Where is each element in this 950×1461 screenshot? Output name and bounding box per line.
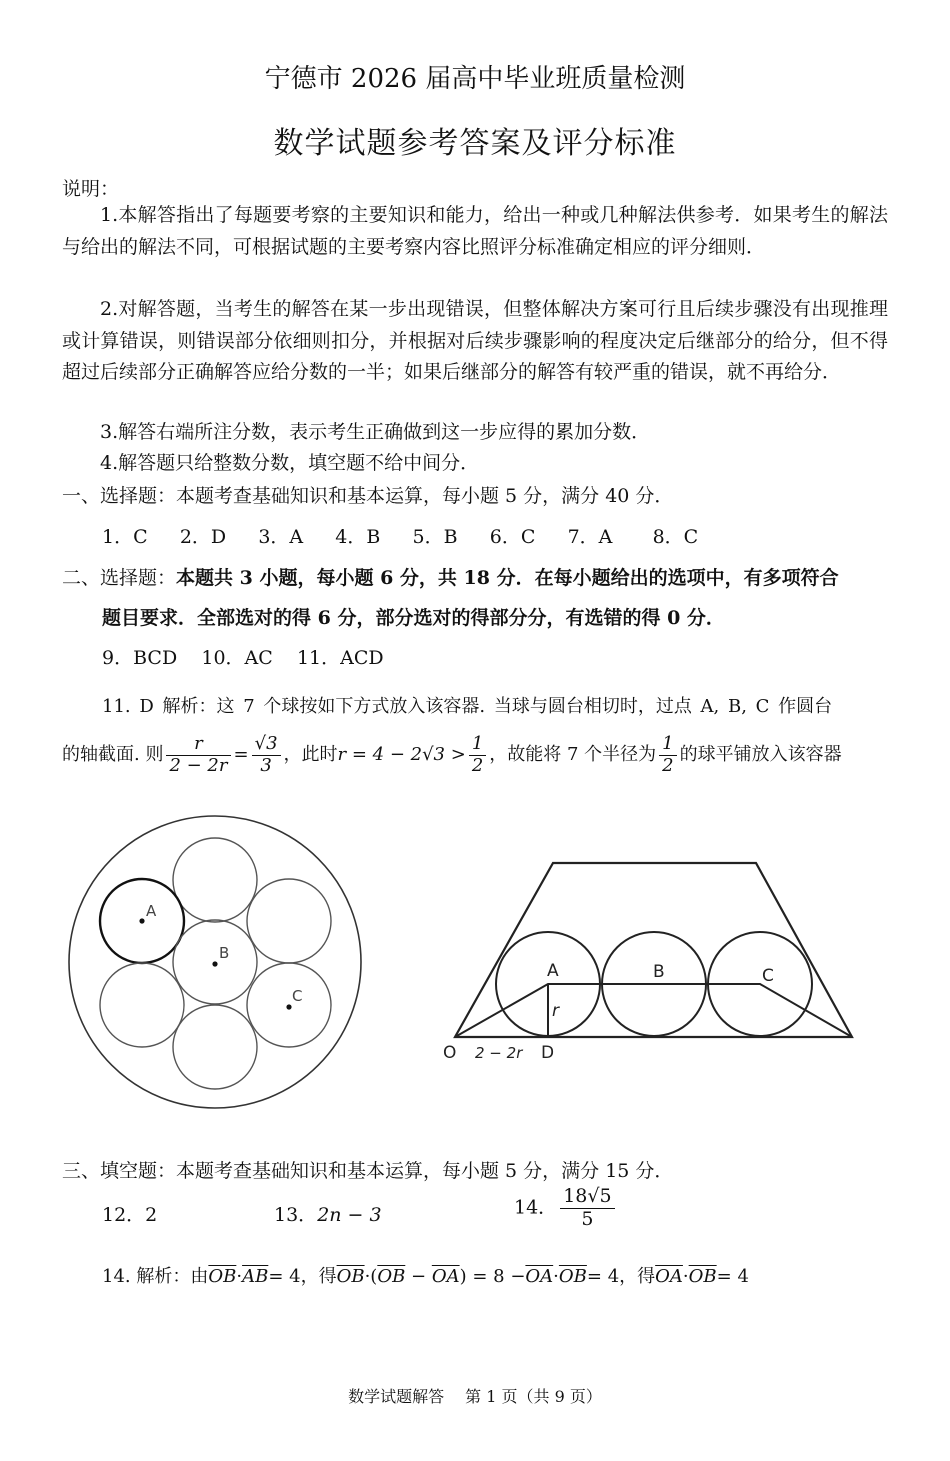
fraction <box>659 734 676 776</box>
vector: $\overline{OB}$ <box>208 1266 237 1287</box>
dot-operator: · <box>236 1266 243 1287</box>
analysis-11-line1: 11. D 解析：这 7 个球按如下方式放入该容器. 当球与圆台相切时，过点 A, B, C 作圆台 <box>102 696 833 717</box>
q13-label: 13． <box>274 1204 318 1226</box>
sphere-circle <box>173 1005 257 1089</box>
note-item-4: 4.解答题只给整数分数，填空题不给中间分． <box>100 452 480 474</box>
analysis-text: ·( <box>364 1266 378 1287</box>
dot-operator: · <box>682 1266 689 1287</box>
analysis-text: 14. 解析：由 <box>102 1266 209 1287</box>
section2-heading-line1 <box>62 563 839 590</box>
answer-9: 9．BCD <box>102 647 178 669</box>
section2-answers <box>102 643 384 670</box>
q13-answer: 2n − 3 <box>317 1204 382 1226</box>
vector: $\overline{OA}$ <box>431 1266 460 1287</box>
minus-operator: − <box>405 1266 432 1287</box>
frustum-section <box>455 863 852 1037</box>
fraction-denominator: 2 <box>471 754 484 776</box>
section3-heading: 三、填空题：本题考查基础知识和基本运算，每小题 5 分，满分 15 分． <box>62 1160 674 1182</box>
answer-3: 3．A <box>258 526 304 548</box>
label-c: C <box>292 987 303 1005</box>
answer-6: 6．C <box>489 526 536 548</box>
section2-heading-prefix: 二、选择题： <box>62 567 177 589</box>
point-a <box>139 918 144 923</box>
answer-14 <box>514 1186 618 1231</box>
section1-heading: 一、选择题：本题考查基础知识和基本运算，每小题 5 分，满分 40 分． <box>62 485 674 507</box>
note-item-2: 2.对解答题，当考生的解答在某一步出现错误，但整体解决方案可行且后续步骤没有出现推理或计算错误，则错误部分依细则扣分，并根据对后续步骤影响的程度决定后继部分的给分，但不得超过后续部分正确解答应给分数的一半；如果后继部分的解答有较严重的错误，就不再给分． <box>62 298 888 383</box>
vector: $\overline{OB}$ <box>558 1266 587 1287</box>
sphere-circle <box>247 879 331 963</box>
center-line <box>455 984 852 1037</box>
vector: $\overline{OA}$ <box>525 1266 554 1287</box>
math-expression: r = 4 − 2√3 > <box>337 744 466 766</box>
point-c <box>286 1004 291 1009</box>
fraction <box>252 734 281 776</box>
analysis-text: ，此时 <box>283 744 338 766</box>
fraction-denominator: 5 <box>581 1207 594 1230</box>
analysis-text: = 4 <box>716 1266 749 1287</box>
answer-11: 11．ACD <box>296 647 384 669</box>
analysis-11-line2 <box>62 734 842 776</box>
label-o: O <box>443 1043 457 1063</box>
label-b: B <box>219 944 230 962</box>
section1-answers <box>102 522 698 549</box>
analysis-text: ) = 8 − <box>459 1266 526 1287</box>
vector: $\overline{OB}$ <box>688 1266 717 1287</box>
point-b <box>212 961 217 966</box>
page-subtitle: 数学试题参考答案及评分标准 <box>273 126 677 161</box>
fraction-denominator: 2 <box>662 754 674 776</box>
note-item-3: 3.解答右端所注分数，表示考生正确做到这一步应得的累加分数． <box>100 421 651 443</box>
page-title: 宁德市 2026 届高中毕业班质量检测 <box>264 64 686 94</box>
label-2-2r: 2 − 2r <box>475 1044 523 1062</box>
answer-7: 7．A <box>567 526 613 548</box>
vector: $\overline{OB}$ <box>377 1266 406 1287</box>
fraction <box>560 1186 614 1231</box>
page-footer: 数学试题解答 第 1 页（共 9 页） <box>348 1387 602 1406</box>
equals-sign: = <box>233 744 249 766</box>
answer-5: 5．B <box>412 526 458 548</box>
fraction-numerator: 18√5 <box>560 1186 614 1209</box>
analysis-text: 的轴截面. 则 <box>62 744 164 766</box>
figure-cross-section <box>440 855 870 1070</box>
sphere-circle <box>173 838 257 922</box>
analysis-text: ，故能将 7 个半径为 <box>489 744 657 766</box>
fraction-denominator: 3 <box>260 754 272 776</box>
vector: $\overline{OA}$ <box>655 1266 683 1287</box>
dot-operator: · <box>553 1266 559 1287</box>
fraction-numerator: 1 <box>659 734 676 756</box>
sphere-circle <box>100 963 184 1047</box>
answer-1: 1．C <box>102 526 148 548</box>
label-c: C <box>762 966 774 986</box>
label-a: A <box>547 961 559 981</box>
analysis-text: 的球平铺放入该容器 <box>679 744 842 766</box>
analysis-14 <box>102 1262 749 1288</box>
analysis-text: = 4，得 <box>586 1266 656 1287</box>
fraction <box>469 734 486 776</box>
fraction-numerator: r <box>166 734 230 756</box>
fraction-numerator: 1 <box>469 734 486 756</box>
section2-heading-text1: 本题共 3 小题，每小题 6 分，共 18 分．在每小题给出的选项中，有多项符合 <box>176 567 839 589</box>
notes-label: 说明： <box>62 178 120 200</box>
section2-heading-line2: 题目要求．全部选对的得 6 分，部分选对的得部分分，有选错的得 0 分． <box>102 607 725 629</box>
answer-10: 10．AC <box>201 647 273 669</box>
label-d: D <box>541 1043 555 1063</box>
fraction-denominator: 2 − 2r <box>169 754 228 776</box>
q14-label: 14． <box>514 1196 558 1219</box>
answer-2: 2．D <box>179 526 227 548</box>
fraction-numerator: √3 <box>252 734 281 756</box>
note-item-1: 1.本解答指出了每题要考察的主要知识和能力，给出一种或几种解法供参考．如果考生的解法与给出的解法不同，可根据试题的主要考察内容比照评分标准确定相应的评分细则． <box>62 204 888 258</box>
answer-4: 4．B <box>335 526 381 548</box>
vector: $\overline{OB}$ <box>336 1266 365 1287</box>
vector: $\overline{AB}$ <box>242 1266 269 1287</box>
answer-12: 12．2 <box>102 1204 158 1226</box>
answer-13 <box>274 1200 382 1227</box>
label-b: B <box>653 962 665 982</box>
label-a: A <box>146 902 157 920</box>
figure-top-view <box>60 805 380 1115</box>
fraction <box>166 734 230 776</box>
label-r: r <box>552 1001 559 1021</box>
analysis-text: = 4，得 <box>268 1266 337 1287</box>
answer-8: 8．C <box>652 526 699 548</box>
